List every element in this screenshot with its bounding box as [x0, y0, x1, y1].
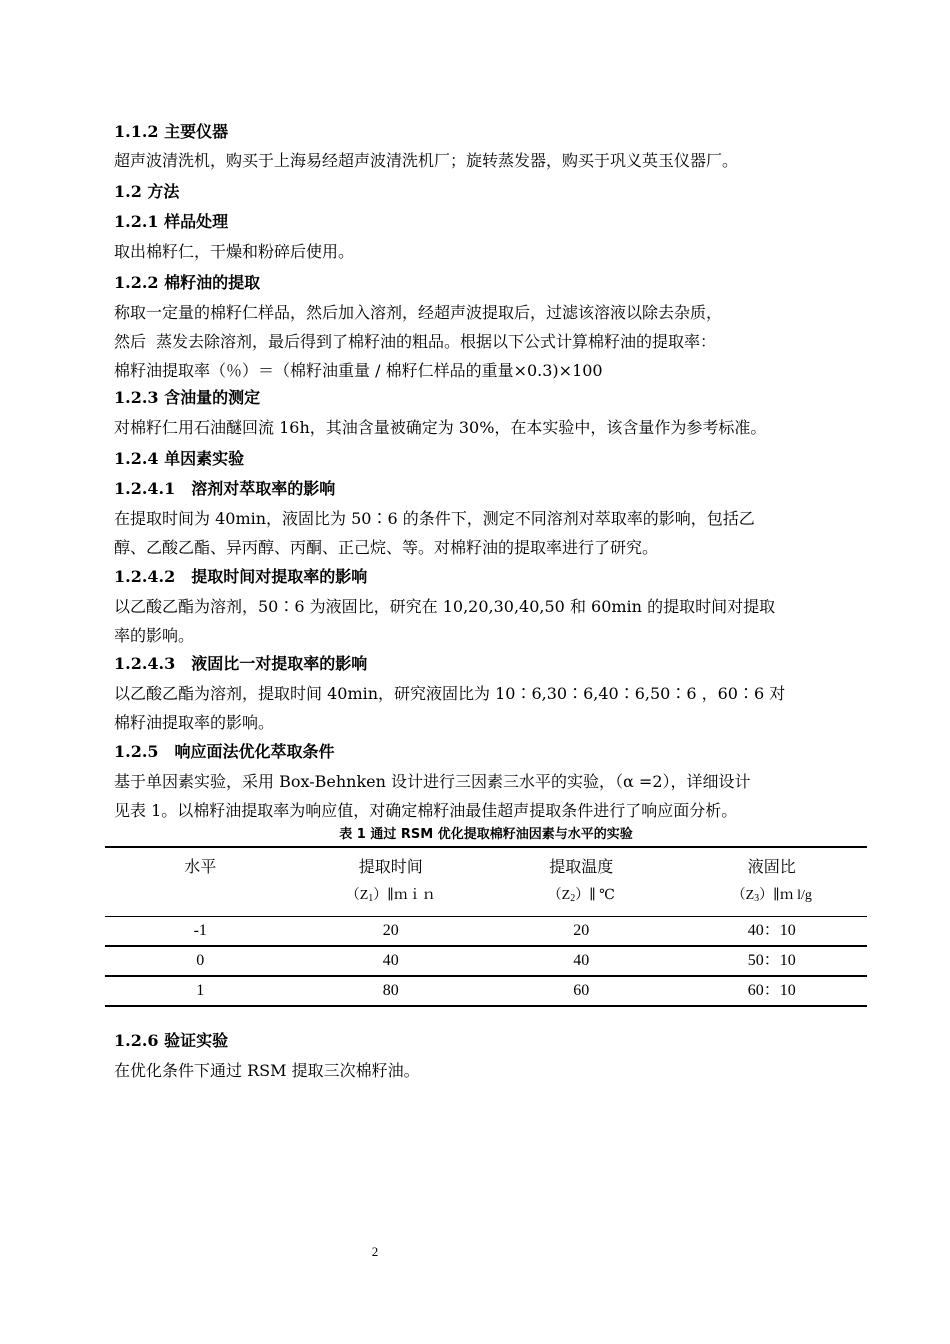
- header-unit: [486, 882, 677, 913]
- table-cell: 60：10: [677, 976, 868, 1006]
- table-caption: 表 1 通过 RSM 优化提取棉籽油因素与水平的实验: [339, 827, 633, 842]
- unit-text: ）∥ｍｉｎ: [373, 888, 436, 903]
- paragraph-oil-content: 对棉籽仁用石油醚回流 16h，其油含量被确定为 30%，在本实验中，该含量作为参考标准。: [114, 418, 767, 437]
- table-row: [105, 976, 867, 1006]
- paragraph-extraction: [114, 298, 874, 385]
- unit-text: ）∥ ℃: [575, 888, 615, 903]
- paragraph-sample-processing: 取出棉籽仁，干燥和粉碎后使用。: [114, 242, 355, 261]
- factor-level-table: [105, 846, 867, 1007]
- text-line: 棉籽油提取率的影响。: [114, 713, 275, 732]
- table-cell: 40: [296, 946, 487, 976]
- text-line: 率的影响。: [114, 626, 195, 645]
- section-heading-1-2-4: 1.2.4 单因素实验: [114, 449, 245, 468]
- paragraph-time-effect: [114, 592, 874, 650]
- paragraph-solvent-effect: [114, 504, 874, 562]
- section-heading-1-2-4-1: 1.2.4.1 溶剂对萃取率的影响: [114, 479, 336, 498]
- paragraph-ratio-effect: [114, 679, 874, 737]
- paragraph-instruments: 超声波清洗机，购买于上海易经超声波清洗机厂；旋转蒸发器，购买于巩义英玉仪器厂。: [114, 151, 739, 170]
- section-heading-1-1-2: 1.1.2 主要仪器: [114, 122, 229, 141]
- header-unit: [296, 882, 487, 913]
- text-line: 称取一定量的棉籽仁样品，然后加入溶剂，经超声波提取后，过滤该溶液以除去杂质，: [114, 303, 723, 322]
- page-number: 2: [371, 1244, 379, 1259]
- section-heading-1-2-4-3: 1.2.4.3 液固比一对提取率的影响: [114, 654, 368, 673]
- table-cell: 1: [105, 976, 296, 1006]
- text-fragment: ，详细设计: [670, 772, 751, 791]
- paragraph-validation: 在优化条件下通过 RSM 提取三次棉籽油。: [114, 1061, 420, 1080]
- unit-subscript: 2: [570, 893, 576, 904]
- unit-subscript: 1: [368, 893, 374, 904]
- header-label: 提取时间: [358, 859, 423, 876]
- section-heading-1-2-6: 1.2.6 验证实验: [114, 1031, 229, 1050]
- table-header-row: [105, 847, 867, 917]
- section-heading-1-2-1: 1.2.1 样品处理: [114, 212, 229, 231]
- table-header-cell: [296, 847, 487, 917]
- header-label: 提取温度: [549, 859, 614, 876]
- table-row: [105, 917, 867, 947]
- table-header-cell: [677, 847, 868, 917]
- section-heading-1-2-2: 1.2.2 棉籽油的提取: [114, 273, 261, 292]
- text-fragment: 基于单因素实验，采用 Box-Behnken 设计进行三因素三水平的实验，: [114, 772, 616, 791]
- text-line: 在提取时间为 40min，液固比为 50∶6 的条件下，测定不同溶剂对萃取率的影响，包括乙: [114, 509, 755, 528]
- text-line: 以乙酸乙酯为溶剂，提取时间 40min，研究液固比为 10∶6,30∶6,40∶6,50∶6 ，60∶6 对: [114, 684, 786, 703]
- table-cell: -1: [105, 917, 296, 947]
- table-cell: 20: [486, 917, 677, 947]
- text-line: [114, 327, 874, 356]
- table-header-cell: [486, 847, 677, 917]
- section-heading-1-2-4-2: 1.2.4.2 提取时间对提取率的影响: [114, 567, 368, 586]
- table-cell: 60: [486, 976, 677, 1006]
- section-heading-1-2-3: 1.2.3 含油量的测定: [114, 388, 261, 407]
- table-cell: 40: [486, 946, 677, 976]
- table-row: [105, 946, 867, 976]
- header-label: 水平: [184, 859, 217, 876]
- text-fragment: 然后: [114, 332, 147, 351]
- table-cell: 40：10: [677, 917, 868, 947]
- unit-text: （Z: [731, 888, 755, 903]
- header-unit: [677, 882, 868, 913]
- table-cell: 50：10: [677, 946, 868, 976]
- unit-text: （Z: [547, 888, 571, 903]
- text-line: 以乙酸乙酯为溶剂，50∶6 为液固比，研究在 10,20,30,40,50 和 60min 的提取时间对提取: [114, 597, 776, 616]
- unit-text: （Z: [345, 888, 369, 903]
- text-line: [114, 767, 874, 796]
- paragraph-rsm: [114, 767, 874, 825]
- table-cell: 80: [296, 976, 487, 1006]
- unit-subscript: 3: [754, 893, 760, 904]
- alpha-value: （α =2）: [615, 772, 671, 791]
- formula-line: 棉籽油提取率（％）＝（棉籽油重量 / 棉籽仁样品的重量×0.3)×100: [114, 361, 603, 380]
- header-label: 液固比: [747, 859, 796, 876]
- section-heading-1-2: 1.2 方法: [114, 182, 180, 201]
- table-header-cell: [105, 847, 296, 917]
- text-line: 见表 1。以棉籽油提取率为响应值，对确定棉籽油最佳超声提取条件进行了响应面分析。: [114, 801, 738, 820]
- text-line: 醇、乙酸乙酯、异丙醇、丙酮、正己烷、等。对棉籽油的提取率进行了研究。: [114, 538, 659, 557]
- text-fragment: 蒸发去除溶剂，最后得到了棉籽油的粗品。根据以下公式计算棉籽油的提取率：: [156, 332, 717, 351]
- table-cell: 0: [105, 946, 296, 976]
- table-cell: 20: [296, 917, 487, 947]
- section-heading-1-2-5: 1.2.5 响应面法优化萃取条件: [114, 742, 335, 761]
- unit-text: ）∥ｍ l/g: [759, 888, 812, 903]
